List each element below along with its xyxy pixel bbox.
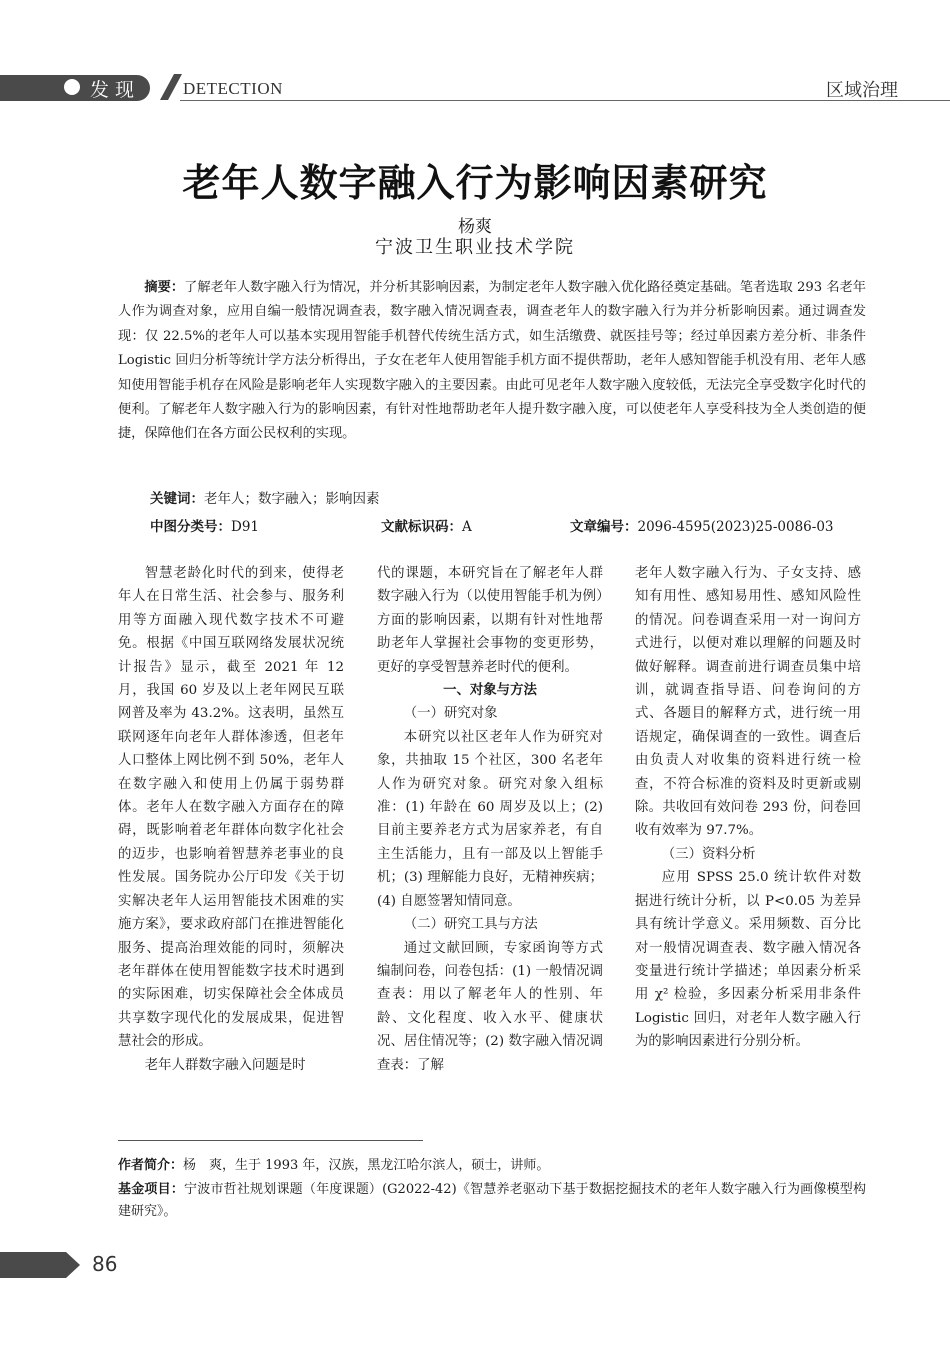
section-category: 发现 bbox=[90, 79, 141, 101]
body-column-2 bbox=[377, 562, 603, 1077]
doc-value: A bbox=[462, 519, 472, 535]
article-number-value: 2096-4595(2023)25-0086-03 bbox=[637, 519, 834, 535]
slash-icon bbox=[148, 72, 184, 102]
article-title: 老年人数字融入行为影响因素研究 bbox=[182, 161, 768, 205]
clc-value: D91 bbox=[231, 519, 260, 535]
article-number-label: 文章编号： bbox=[570, 519, 638, 535]
author-bio bbox=[118, 1155, 866, 1177]
funding-label: 基金项目： bbox=[118, 1182, 185, 1197]
paragraph: 应用 SPSS 25.0 统计软件对数据进行统计分析，以 P<0.05 为差异具有统计学意义。采用频数、百分比对一般情况调查表、数字融入情况各变量进行统计学描述；单因素分析采用 χ² 检验，多因素分析采用非条件 Logistic 回归，对老年人数字融入行为的影响因素进行分别分析。 bbox=[635, 870, 861, 1050]
paragraph: 老年人数字融入行为、子女支持、感知有用性、感知易用性、感知风险性的情况。问卷调查采用一对一询问方式进行，以便对难以理解的问题及时做好解释。调查前进行调查员集中培训，就调查指导语、问卷询问的方式、各题目的解释方式，进行统一用语规定，确保调查的一致性。调查后由负责人对收集的资料进行统一检查，不符合标准的资料及时更新或剔除。共收回有效问卷 293 份，问卷回收有效率为 97.7%。 bbox=[635, 566, 861, 839]
clc-number bbox=[150, 515, 259, 535]
subsection-heading: （三）资料分析 bbox=[661, 846, 756, 862]
abstract-text: 了解老年人数字融入行为情况，并分析其影响因素，为制定老年人数字融入优化路径奠定基础。笔者选取 293 名老年人作为调查对象，应用自编一般情况调查表，数字融入情况调查表，调查老年人的数字融入行为并分析影响因素。通过调查发现：仅 22.5%的老年人可以基本实现用智能手机替代传统生活方式，如生活缴费、就医挂号等；经过单因素方差分析、非条件 Logistic 回归分析等统计学方法分析得出，子女在老年人使用智能手机方面不提供帮助，老年人感知智能手机没有用、老年人感知使用智能手机存在风险是影响老年人实现数字融入的主要因素。由此可见老年人数字融入度较低，无法完全享受数字化时代的便利。了解老年人数字融入行为的影响因素，有针对性地帮助老年人提升数字融入度，可以使老年人享受科技为全人类创造的便捷，保障他们在各方面公民权利的实现。 bbox=[118, 280, 866, 442]
paragraph: 通过文献回顾，专家函询等方式编制问卷，问卷包括：(1) 一般情况调查表：用以了解老年人的性别、年龄、文化程度、收入水平、健康状况、居住情况等；(2) 数字融入情况调查表：了解 bbox=[377, 940, 603, 1073]
keywords-text: 老年人；数字融入；影响因素 bbox=[204, 491, 380, 507]
paragraph: 老年人群数字融入问题是时 bbox=[144, 1057, 306, 1073]
body-column-1 bbox=[118, 562, 344, 1077]
subsection-heading: （一）研究对象 bbox=[403, 706, 498, 722]
section-category-en: DETECTION bbox=[183, 79, 283, 98]
document-code bbox=[381, 515, 472, 535]
paragraph: 智慧老龄化时代的到来，使得老年人在日常生活、社会参与、服务利用等方面融入现代数字技术不可避免。根据《中国互联网络发展状况统计报告》显示，截至 2021 年 12 月，我国 60 岁及以上老年网民互联网普及率为 43.2%。这表明，虽然互联网逐年向老年人群体渗透，但老年人口整体上网比例不到 50%，老年人在数字融入和使用上仍属于弱势群体。老年人在数字融入方面存在的障碍，既影响着老年群体向数字化社会的迈步，也影响着智慧养老事业的良性发展。国务院办公厅印发《关于切实解决老年人运用智能技术困难的实施方案》，要求政府部门在推进智能化服务、提高治理效能的同时，须解决老年群体在使用智能数字技术时遇到的实际困难，切实保障社会全体成员共享数字现代化的发展成果，促进智慧社会的形成。 bbox=[118, 566, 344, 1050]
body-column-3 bbox=[635, 562, 861, 1054]
author-bio-label: 作者简介： bbox=[118, 1158, 184, 1173]
page-number: 86 bbox=[92, 1252, 118, 1276]
section-heading: 一、对象与方法 bbox=[443, 682, 537, 699]
author-name: 杨爽 bbox=[458, 217, 492, 237]
doc-label: 文献标识码： bbox=[381, 519, 462, 535]
page-tab-icon bbox=[0, 1250, 82, 1280]
clc-label: 中图分类号： bbox=[150, 519, 231, 535]
article-number bbox=[570, 515, 834, 535]
keywords-label: 关键词： bbox=[150, 491, 204, 507]
abstract-label: 摘要： bbox=[144, 280, 185, 295]
bullet-icon bbox=[64, 79, 80, 95]
column-name: 区域治理 bbox=[826, 80, 898, 101]
paragraph: 本研究以社区老年人作为研究对象，共抽取 15 个社区，300 名老年人作为研究对象。研究对象入组标准：(1) 年龄在 60 周岁及以上；(2) 目前主要养老方式为居家养老，有自主生活能力，且有一部及以上智能手机；(3) 理解能力良好，无精神疾病；(4) 自愿签署知情同意。 bbox=[377, 729, 603, 909]
author-institution: 宁波卫生职业技术学院 bbox=[375, 237, 575, 258]
funding bbox=[118, 1179, 866, 1223]
keywords bbox=[150, 487, 380, 507]
abstract bbox=[118, 276, 866, 447]
subsection-heading: （二）研究工具与方法 bbox=[403, 917, 538, 933]
author-bio-text: 杨 爽，生于 1993 年，汉族，黑龙江哈尔滨人，硕士，讲师。 bbox=[183, 1158, 550, 1173]
funding-text: 宁波市哲社规划课题（年度课题）(G2022-42)《智慧养老驱动下基于数据挖掘技术的老年人数字融入行为画像模型构建研究》。 bbox=[118, 1182, 866, 1219]
paragraph: 代的课题，本研究旨在了解老年人群数字融入行为（以使用智能手机为例）方面的影响因素，以期有针对性地帮助老年人掌握社会事物的变更形势，更好的享受智慧养老时代的便利。 bbox=[377, 566, 603, 675]
footnote-rule bbox=[118, 1140, 423, 1141]
